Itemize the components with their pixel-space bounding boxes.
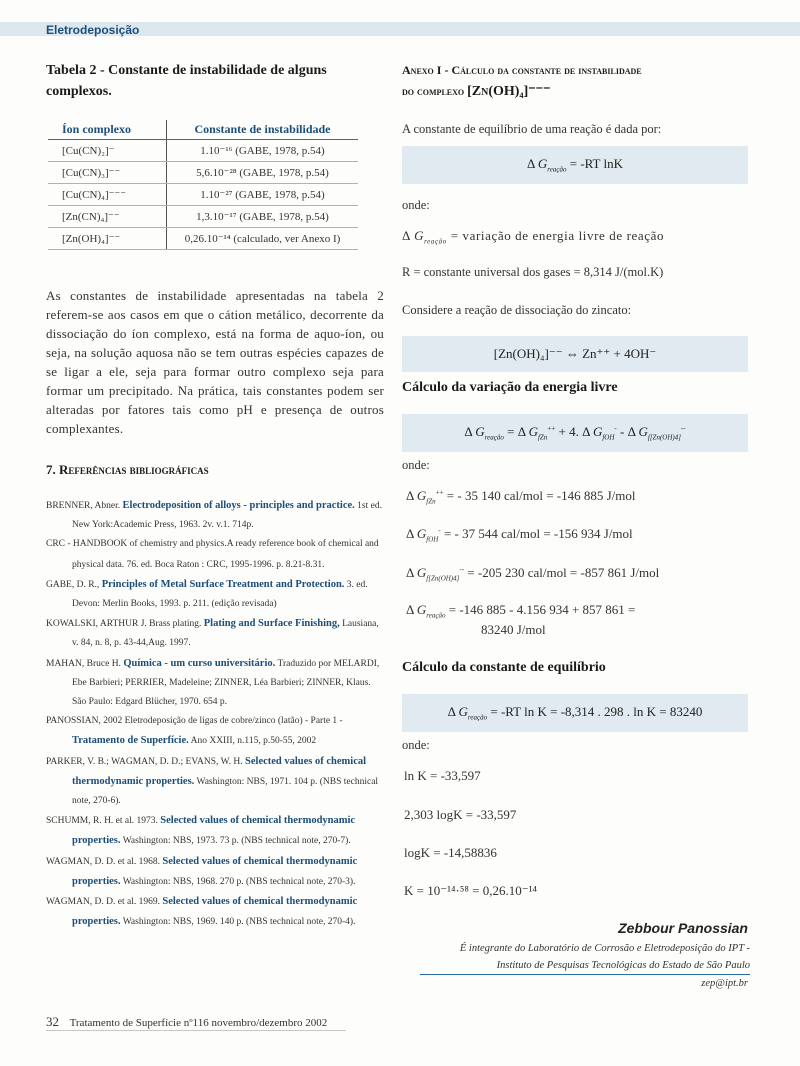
footer-divider bbox=[46, 1030, 346, 1031]
definition-r: R = constante universal dos gases = 8,314 J/(mol.K) bbox=[402, 265, 664, 279]
reference-item: MAHAN, Bruce H. Química - um curso universitário. Traduzido por MELARDI, Ebe Barbieri; PERRIER, Madeleine; ZINNER, Léa Barbieri; ZINNER, Klaus. São Paulo: Edgard Blücher, 1970. 654 p. bbox=[46, 657, 380, 708]
page-footer bbox=[46, 1014, 327, 1030]
column-header: Constante de instabilidade bbox=[167, 120, 359, 140]
heading-equilibrium: Cálculo da constante de equilíbrio bbox=[402, 660, 606, 675]
references-heading: 7. Referências bibliográficas bbox=[46, 462, 209, 477]
value-oh: Δ $G_{fOH}^-$ = - 37 544 cal/mol = -156 934 J/mol bbox=[406, 526, 633, 544]
table-row bbox=[48, 184, 358, 206]
constant-cell: 1.10⁻¹⁶ (GABE, 1978, p.54) bbox=[167, 140, 359, 162]
value-zincate: Δ $G_{f[Zn(OH)4]}^{--} = -205$ 230 cal/mol = -857 861 J/mol bbox=[406, 565, 660, 583]
author-name: Zebbour Panossian bbox=[618, 920, 748, 936]
consider-text: Considere a reação de dissociação do zincato: bbox=[402, 303, 632, 317]
log-k-line: 2,303 logK = -33,597 bbox=[404, 807, 517, 822]
annex-intro: A constante de equilíbrio de uma reação é dada por: bbox=[402, 122, 662, 136]
log-k-value: logK = -14,58836 bbox=[404, 845, 497, 860]
free-energy-box: Δ $G_{reação} = \Delta$ $G_{fZn}^{++} + 4$. Δ $G_{fOH}^-$ - Δ $G_{f[Zn(OH)4]}^{--}$ bbox=[402, 414, 748, 452]
where-label: onde: bbox=[402, 198, 430, 212]
reference-item: KOWALSKI, ARTHUR J. Brass plating. Plating and Surface Finishing, Lausiana, v. 84, n. 8, p. 43-44,Aug. 1997. bbox=[46, 618, 379, 649]
reaction-box: [Zn(OH)₄]⁻⁻ ⇔ Zn⁺⁺ + 4OH⁻ bbox=[402, 336, 748, 372]
ln-k-line: ln K = -33,597 bbox=[404, 768, 481, 783]
left-column bbox=[46, 60, 384, 932]
constant-cell: 1.10⁻²⁷ (GABE, 1978, p.54) bbox=[167, 184, 359, 206]
constant-cell: 5,6.10⁻²⁸ (GABE, 1978, p.54) bbox=[167, 162, 359, 184]
page-number: 32 bbox=[46, 1014, 59, 1029]
ion-cell: [Zn(CN)₄]⁻⁻ bbox=[48, 206, 167, 228]
reference-item: WAGMAN, D. D. et al. 1969. Selected values of chemical thermodynamic properties. Washington: NBS, 1969. 140 p. (NBS technical note, 270-4). bbox=[46, 896, 358, 928]
stability-table bbox=[48, 120, 358, 250]
heading-free-energy: Cálculo da variação da energia livre bbox=[402, 380, 618, 395]
annex-title: Anexo I - Cálculo da constante de instabilidade do complexo [Zn(OH)₄]⁻⁻⁻ bbox=[402, 63, 642, 99]
reference-item: PARKER, V. B.; WAGMAN, D. D.; EVANS, W. H. Selected values of chemical thermodynamic properties. Washington: NBS, 1971. 104 p. (NBS technical note, 270-6). bbox=[46, 755, 379, 807]
reference-item: BRENNER, Abner. Electrodeposition of alloys - principles and practice. 1st ed. New York:Academic Press, 1963. 2v. v.1. 714p. bbox=[46, 500, 382, 531]
signature-divider bbox=[420, 974, 750, 975]
table-title: Tabela 2 - Constante de instabilidade de alguns complexos. bbox=[46, 63, 327, 99]
reference-item: GABE, D. R., Principles of Metal Surface Treatment and Protection. 3. ed. Devon: Merlin Books, 1993. p. 211. (edição revisada) bbox=[46, 578, 368, 610]
footer-text: Tratamento de Superfície nº116 novembro/dezembro 2002 bbox=[69, 1017, 328, 1029]
author-email: zep@ipt.br bbox=[701, 978, 748, 989]
table-row bbox=[48, 140, 358, 162]
definition-delta-g: Δ $G_{reação}$ = variação de energia livre de reação bbox=[402, 228, 665, 246]
table-row bbox=[48, 162, 358, 184]
equation-box: Δ $G_{reação} = -RT$ lnK bbox=[402, 146, 748, 184]
value-reaction-result: 83240 J/mol bbox=[481, 622, 546, 637]
constant-cell: 1,3.10⁻¹⁷ (GABE, 1978, p.54) bbox=[167, 206, 359, 228]
body-paragraph: As constantes de instabilidade apresentadas na tabela 2 referem-se aos casos em que o cátion metálico, decorrente da dissociação do íon complexo, está na forma de aquo-íon, ou seja, na solução aquosa não se tem outras espécies capazes de se ligar a ele, seja para formar outro complexo seja para formar um precipitado. Na prática, tais constantes podem ser alteradas por fatores tais como pH e presença de outros complexantes. bbox=[46, 288, 384, 436]
reference-item: SCHUMM, R. H. et al. 1973. Selected values of chemical thermodynamic properties. Washington: NBS, 1973. 73 p. (NBS technical note, 270-7). bbox=[46, 815, 356, 847]
constant-cell: 0,26.10⁻¹⁴ (calculado, ver Anexo I) bbox=[167, 228, 359, 250]
reference-item: WAGMAN, D. D. et al. 1968. Selected values of chemical thermodynamic properties. Washington: NBS, 1968. 270 p. (NBS technical note, 270-3). bbox=[46, 855, 358, 887]
ion-cell: [Zn(OH)₄]⁻⁻ bbox=[48, 228, 167, 250]
value-reaction: Δ $G_{reação} = -146$ 885 - 4.156 934 + 857 861 = bbox=[406, 602, 636, 620]
section-header: Eletrodeposição bbox=[46, 23, 140, 37]
equilibrium-box: Δ $G_{reação} = -RT$ ln K = -8,314 . 298 . ln K = 83240 bbox=[402, 694, 748, 732]
where-label: onde: bbox=[402, 458, 430, 472]
k-result: K = 10⁻¹⁴·⁵⁸ = 0,26.10⁻¹⁴ bbox=[404, 883, 538, 898]
value-zn: Δ $G_{fZn}^{++}$ = - 35 140 cal/mol = -146 885 J/mol bbox=[406, 488, 636, 506]
table-row bbox=[48, 206, 358, 228]
ion-cell: [Cu(CN)₄]⁻⁻⁻ bbox=[48, 184, 167, 206]
reference-item: PANOSSIAN, 2002 Eletrodeposição de ligas de cobre/zinco (latão) - Parte 1 - Tratamento de Superfície. Ano XXIII, n.115, p.50-55, 2002 bbox=[46, 716, 343, 747]
table-header-row bbox=[48, 120, 358, 140]
ion-cell: [Cu(CN)₃]⁻⁻ bbox=[48, 162, 167, 184]
reference-item: CRC - HANDBOOK of chemistry and physics.A ready reference book of chemical and physical data. 76. ed. Boca Raton : CRC, 1995-1996. p. 8.21-8.31. bbox=[46, 539, 379, 570]
ion-cell: [Cu(CN)₂]⁻ bbox=[48, 140, 167, 162]
references-list bbox=[46, 496, 384, 932]
column-header: Íon complexo bbox=[48, 120, 167, 140]
where-label: onde: bbox=[402, 738, 430, 752]
table-row bbox=[48, 228, 358, 250]
author-affiliation: É integrante do Laboratório de Corrosão e Eletrodeposição do IPT - Instituto de Pesquisas Tecnológicas do Estado de São Paulo bbox=[459, 943, 750, 971]
